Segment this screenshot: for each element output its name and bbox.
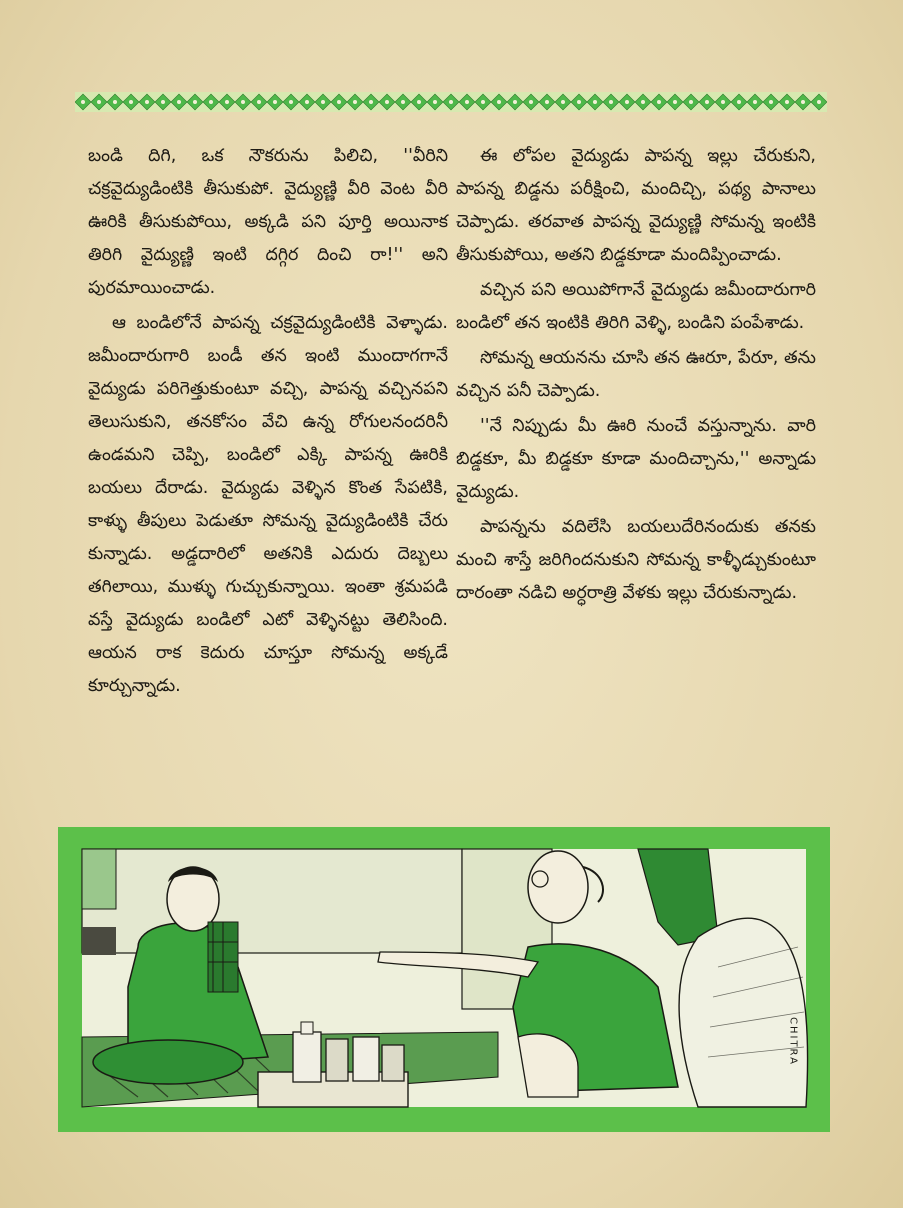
right-paragraph-1: ఈ లోపల వైద్యుడు పాపన్న ఇల్లు చేరుకుని, పాపన్న బిడ్డను పరీక్షించి, మందిచ్చి, పథ్య పానాలు చెప్పాడు. తరవాత పాపన్న వైద్యుణ్ణి సోమన్న ఇంటికి తీసుకుపోయి, అతని బిడ్డకూడా మందిప్పించాడు. [456,146,816,265]
right-paragraph-3: సోమన్న ఆయనను చూసి తన ఊరూ, పేరూ, తను వచ్చిన పనీ చెప్పాడు. [456,348,816,401]
right-paragraph-2: వచ్చిన పని అయిపోగానే వైద్యుడు జమీందారుగారి బండిలో తన ఇంటికి తిరిగి వెళ్ళి, బండిని పంపేశాడు. [456,280,816,333]
artist-signature: CHITRA [787,1017,799,1066]
right-paragraph-4: ''నే నిప్పుడు మీ ఊరి నుంచే వస్తున్నాను. వారి బిడ్డకూ, మీ బిడ్డకూ కూడా మందిచ్చాను,'' అన్నాడు వైద్యుడు. [456,416,816,502]
right-column [456,140,816,612]
left-column [88,140,448,705]
left-paragraph-2: ఆ బండిలోనే పాపన్న చక్రవైద్యుడింటికి వెళ్ళాడు. జమీందారుగారి బండీ తన ఇంటి ముందాగగానే వైద్యుడు పరిగెత్తుకుంటూ వచ్చి, పాపన్న వచ్చినపని తెలుసుకుని, తనకోసం వేచి ఉన్న రోగులనందరినీ ఉండమని చెప్పి, బండిలో ఎక్కి పాపన్న ఊరికి బయలు దేరాడు. వైద్యుడు వెళ్ళిన కొంత సేపటికి, కాళ్ళు తీపులు పెడుతూ సోమన్న వైద్యుడింటికి చేరు కున్నాడు. అడ్డదారిలో అతనికి ఎదురు దెబ్బలు తగిలాయి, ముళ్ళు గుచ్చుకున్నాయి. ఇంతా శ్రమపడి వస్తే వైద్యుడు బండిలో ఎటో వెళ్ళినట్టు తెలిసింది. ఆయన రాక కెదురు చూస్తూ సోమన్న అక్కడే కూర్చున్నాడు. [88,313,448,696]
right-paragraph-5: పాపన్నను వదిలేసి బయలుదేరినందుకు తనకు మంచి శాస్తే జరిగిందనుకుని సోమన్న కాళ్ళీడ్చుకుంటూ దారంతా నడిచి అర్ధరాత్రి వేళకు ఇల్లు చేరుకున్నాడు. [456,517,816,603]
story-illustration [58,827,830,1132]
decorative-border [75,92,827,112]
left-paragraph-1: బండి దిగి, ఒక నౌకరును పిలిచి, ''వీరిని చక్రవైద్యుడింటికి తీసుకుపో. వైద్యుణ్ణి వీరి వెంట వీరి ఊరికి తీసుకుపోయి, అక్కడి పని పూర్తి అయినాక తిరిగి వైద్యుణ్ణి ఇంటి దగ్గిర దించి రా!'' అని పురమాయించాడు. [88,146,448,298]
